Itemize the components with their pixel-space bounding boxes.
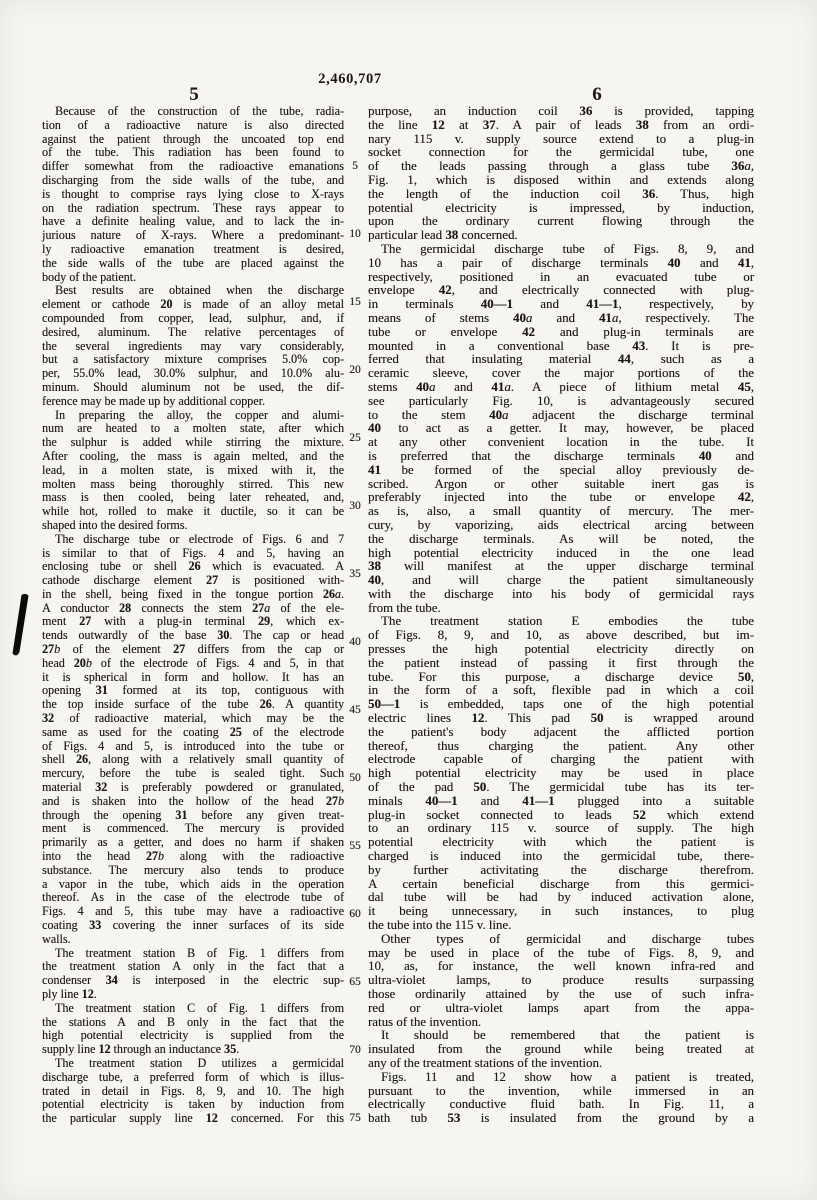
text-line: the stations A and B only in the fact that the <box>42 1014 344 1029</box>
text-line: may be used in place of the tube of Figs. 8, 9, and <box>368 945 754 960</box>
text-line: 40 to act as a getter. It may, however, be placed <box>368 421 754 436</box>
text-line: material 32 is preferably powdered or granulated, <box>42 780 344 795</box>
text-line: trated in detail in Figs. 8, 9, and 10. The high <box>42 1083 344 1098</box>
text-line: the side walls of the tube are placed against the <box>42 255 344 270</box>
text-line: through the opening 31 before any given treat- <box>42 807 344 822</box>
text-line: of the leads passing through a glass tube 36a, <box>368 159 754 174</box>
text-line: ratus of the invention. <box>368 1014 482 1029</box>
text-line: potential electricity is taken by induction from <box>42 1097 344 1112</box>
text-line: condenser 34 is interposed in the electric sup- <box>42 973 344 988</box>
text-line: enclosing tube or shell 26 which is evacuated. A <box>42 559 344 574</box>
text-line: 27b of the element 27 differs from the cap or <box>42 642 344 657</box>
text-line: Best results are obtained when the discharge <box>55 283 344 298</box>
text-line: The treatment station D utilizes a germicidal <box>55 1055 344 1070</box>
text-line: per, 55.0% lead, 30.0% sulphur, and 10.0% alu- <box>42 366 344 381</box>
text-line: After cooling, the mass is again melted, and the <box>42 448 344 463</box>
line-number: 45 <box>349 704 361 717</box>
column-number-right: 6 <box>592 84 602 105</box>
text-line: of Figs. 4 and 5, is introduced into the tube or <box>42 738 344 753</box>
text-line: tube. For this purpose, a discharge device 50, <box>368 669 754 684</box>
line-number: 55 <box>349 840 361 853</box>
text-line: shaped into the desired forms. <box>42 517 188 532</box>
text-line: the length of the induction coil 36. Thus, high <box>368 186 754 201</box>
text-line: stems 40a and 41a. A piece of lithium metal 45, <box>368 379 754 394</box>
text-line: potential electricity is impressed, by induction, <box>368 200 754 215</box>
text-line: potential electricity with which the patient is <box>368 835 754 850</box>
line-number: 5 <box>352 160 358 173</box>
text-line: it is spherical in form and hollow. It has an <box>42 669 344 684</box>
text-line: those ordinarily attained by the use of such infra- <box>368 987 754 1001</box>
column-right-text <box>368 105 754 1126</box>
text-line: particular lead 38 concerned. <box>368 228 518 243</box>
text-line: the several ingredients may vary considerably, <box>42 338 344 353</box>
text-line: element or cathode 20 is made of an alloy metal <box>42 297 344 312</box>
text-line: ment 27 with a plug-in terminal 29, which ex- <box>42 614 344 629</box>
text-line: by further activitating the discharge therefrom. <box>368 862 754 877</box>
text-line: minum. Should aluminum not be used, the dif- <box>42 379 344 394</box>
text-line: tends outwardly of the base 30. The cap or head <box>42 628 344 643</box>
text-line: as is, also, a small quantity of mercury. The mer- <box>368 504 754 519</box>
text-line: jurious nature of X-rays. Where a predominant- <box>42 228 344 243</box>
text-line: it being unnecessary, in such instances, to plug <box>368 904 754 919</box>
text-line: ply line 12. <box>42 987 97 1001</box>
text-line: high potential electricity is supplied from the <box>42 1028 344 1043</box>
text-line: is similar to that of Figs. 4 and 5, having an <box>42 545 344 560</box>
text-line: cury, by vaporizing, aids electrical arcing between <box>368 517 754 532</box>
text-line: scribed. Argon or other suitable inert gas is <box>368 476 754 491</box>
text-line: respectively, positioned in an evacuated tube or <box>368 269 754 284</box>
text-line: The treatment station B of Fig. 1 differs from <box>55 945 344 960</box>
text-line: The treatment station E embodies the tube <box>381 614 754 629</box>
text-line: tion of a radioactive nature is also directed <box>42 117 344 132</box>
text-line: lead, in a molten state, is mixed with it, the <box>42 462 344 477</box>
line-number: 25 <box>349 432 361 445</box>
text-line: Figs. 11 and 12 show how a patient is treated, <box>381 1069 754 1084</box>
text-line: ultra-violet lamps, to produce results surpassing <box>368 973 754 988</box>
text-line: 40, and will charge the patient simultaneously <box>368 573 754 588</box>
text-line: the treatment station A only in the fact that a <box>42 959 344 974</box>
text-line: while hot, rolled to make it ductile, so it can be <box>42 504 344 519</box>
text-line: substance. The mercury also tends to produce <box>42 862 344 877</box>
text-line: head 20b of the electrode of Figs. 4 and 5, in that <box>42 655 345 670</box>
text-line: primarily as a getter, and does no harm if shaken <box>42 835 344 850</box>
text-line: socket connection for the germicidal tube, one <box>368 145 754 160</box>
text-line: Figs. 4 and 5, this tube may have a radioactive <box>42 904 344 919</box>
text-line: 10 has a pair of discharge terminals 40 and 41, <box>368 255 755 270</box>
text-line: is preferred that the discharge terminals 40 and <box>368 448 754 463</box>
text-line: at any other convenient location in the tube. It <box>368 435 754 450</box>
text-line: insulated from the ground while being treated at <box>368 1042 754 1057</box>
line-number: 40 <box>349 636 361 649</box>
text-line: differ somewhat from the radioactive emanations <box>42 159 344 174</box>
text-line: Fig. 1, which is disposed within and extends along <box>368 172 754 187</box>
text-line: against the patient through the uncoated top end <box>42 131 344 146</box>
text-line: The discharge tube or electrode of Figs. 6 and 7 <box>55 531 344 546</box>
text-line: ference may be made up by additional copper. <box>42 393 265 408</box>
text-line: into the head 27b along with the radioactive <box>42 849 344 864</box>
text-line: envelope 42, and electrically connected with plug- <box>368 283 755 298</box>
line-number: 35 <box>349 568 361 581</box>
text-line: walls. <box>42 931 71 946</box>
text-line: is thought to comprise rays lying close to X-rays <box>42 186 344 201</box>
text-line: Because of the construction of the tube, radia- <box>55 104 344 118</box>
text-line: with the discharge into his body of germicidal rays <box>368 586 754 601</box>
text-line: the tube into the 115 v. line. <box>368 918 512 933</box>
text-line: have a definite healing value, and to lack the in- <box>42 214 344 229</box>
text-line: bath tub 53 is insulated from the ground by a <box>368 1111 754 1126</box>
text-line: cathode discharge element 27 is positioned with- <box>42 573 344 588</box>
line-number: 30 <box>349 500 361 513</box>
text-line: electrode capable of charging the patient with <box>368 752 754 767</box>
text-line: of Figs. 8, 9, and 10, as above described, but im- <box>368 628 754 643</box>
text-line: opening 31 formed at its top, contiguous with <box>42 683 344 698</box>
text-line: red or ultra-violet lamps apart from the appa- <box>368 1000 754 1015</box>
text-line: on the radiation spectrum. These rays appear to <box>42 200 344 215</box>
text-line: the top inside surface of the tube 26. A quantity <box>42 697 344 712</box>
text-line: preferably injected into the tube or envelope 42, <box>368 490 754 505</box>
text-line: ferred that insulating material 44, such as a <box>368 352 754 367</box>
text-line: thereof. As in the case of the electrode tube of <box>42 890 344 905</box>
text-line: A conductor 28 connects the stem 27a of the ele- <box>42 600 344 615</box>
text-line: minals 40—1 and 41—1 plugged into a suitable <box>368 793 754 808</box>
line-number: 60 <box>349 908 361 921</box>
text-line: Other types of germicidal and discharge tubes <box>381 931 754 946</box>
text-line: discharge tube, a preferred form of which is illus- <box>42 1069 344 1084</box>
text-line: mounted in a conventional base 43. It is pre- <box>368 338 754 353</box>
text-line: tube or envelope 42 and plug-in terminals are <box>368 324 754 339</box>
text-line: to the stem 40a adjacent the discharge terminal <box>368 407 754 422</box>
text-line: the line 12 at 37. A pair of leads 38 from an ordi- <box>368 117 754 132</box>
column-left-text <box>42 105 344 1126</box>
text-line: same as used for the coating 25 of the electrode <box>42 724 344 739</box>
text-line: the patient instead of passing it first through the <box>368 655 754 670</box>
text-line: presses the high potential electricity directly on <box>368 642 754 657</box>
text-line: desired, aluminum. The relative percentages of <box>42 324 344 339</box>
ink-smudge-mark <box>6 592 34 662</box>
text-line: coating 33 covering the inner surfaces of its side <box>42 918 345 933</box>
text-line: from the tube. <box>368 600 441 615</box>
text-line: a vapor in the tube, which aids in the operation <box>42 876 344 891</box>
column-number-left: 5 <box>189 84 199 105</box>
text-line: 10, as, for instance, the well known infra-red and <box>368 959 754 974</box>
text-line: ment is commenced. The mercury is provided <box>42 821 344 836</box>
text-line: electrically conductive fluid bath. In Fig. 11, a <box>368 1097 754 1112</box>
text-line: A certain beneficial discharge from this germici- <box>368 876 754 891</box>
text-line: molten mass being thoroughly stirred. This new <box>42 476 344 491</box>
text-line: the particular supply line 12 concerned. For this <box>42 1111 344 1126</box>
line-number: 20 <box>349 364 361 377</box>
text-line: pursuant to the invention, while immersed in an <box>368 1083 754 1098</box>
text-line: charged is induced into the germicidal tube, there- <box>368 849 754 864</box>
text-line: ly radioactive emanation treatment is desired, <box>42 241 344 256</box>
line-number: 15 <box>349 296 361 309</box>
text-line: It should be remembered that the patient is <box>381 1028 754 1043</box>
text-line: to an ordinary 115 v. source of supply. The high <box>368 821 754 836</box>
line-number: 75 <box>349 1112 361 1125</box>
text-line: num are heated to a molten state, after which <box>42 421 344 436</box>
text-line: high potential electricity may be used in place <box>368 766 754 781</box>
text-line: supply line 12 through an inductance 35. <box>42 1042 240 1057</box>
text-line: upon the ordinary current flowing through the <box>368 214 754 229</box>
text-line: nary 115 v. supply source extend to a plug-in <box>368 131 754 146</box>
text-line: The germicidal discharge tube of Figs. 8, 9, and <box>381 241 754 256</box>
text-line: body of the patient. <box>42 269 137 284</box>
text-line: the sulphur is added while stirring the mixture. <box>42 435 344 450</box>
text-line: mercury, before the tube is sealed tight. Such <box>42 766 344 781</box>
text-line: compounded from copper, lead, sulphur, and, if <box>42 310 344 325</box>
text-line: but a satisfactory mixture comprises 5.0% cop- <box>42 352 344 367</box>
text-line: the patient's body adjacent the afflicted portion <box>368 724 754 739</box>
text-line: any of the treatment stations of the invention. <box>368 1055 603 1070</box>
line-number: 70 <box>349 1044 361 1057</box>
text-line: in terminals 40—1 and 41—1, respectively, by <box>368 297 754 312</box>
text-line: dal tube will be had by induced activation alone, <box>368 890 754 905</box>
text-line: The treatment station C of Fig. 1 differs from <box>55 1000 344 1015</box>
text-line: In preparing the alloy, the copper and alumi- <box>55 407 344 422</box>
text-line: 32 of radioactive material, which may be the <box>42 711 344 726</box>
text-line: electric lines 12. This pad 50 is wrapped around <box>368 711 754 726</box>
text-line: mass is then cooled, being later reheated, and, <box>42 490 344 505</box>
text-line: of the pad 50. The germicidal tube has its ter- <box>368 780 754 795</box>
text-line: 50—1 is embedded, taps one of the high potential <box>368 697 754 712</box>
line-number: 10 <box>349 228 361 241</box>
text-line: purpose, an induction coil 36 is provided, tapping <box>368 104 754 118</box>
text-line: of the tube. This radiation has been found to <box>42 145 344 160</box>
text-line: in the shell, being fixed in the tongue portion 26a. <box>42 586 344 601</box>
text-line: means of stems 40a and 41a, respectively. The <box>368 310 755 325</box>
line-number: 50 <box>349 772 361 785</box>
text-line: in the form of a soft, flexible pad in which a coil <box>368 683 754 698</box>
text-line: discharging from the side walls of the tube, and <box>42 172 344 187</box>
text-line: and is shaken into the hollow of the head 27b <box>42 793 344 808</box>
text-line: ceramic sleeve, cover the major portions of the <box>368 366 754 381</box>
text-line: 38 will manifest at the upper discharge terminal <box>368 559 754 574</box>
text-line: high potential electricity induced in the one lead <box>368 545 754 560</box>
patent-number: 2,460,707 <box>318 71 382 87</box>
line-number: 65 <box>349 976 361 989</box>
text-line: shell 26, along with a relatively small quantity of <box>42 752 344 767</box>
text-line: see particularly Fig. 10, is advantageously secured <box>368 393 754 408</box>
text-line: plug-in socket connected to leads 52 which extend <box>368 807 755 822</box>
text-line: thereof, thus charging the patient. Any other <box>368 738 754 753</box>
text-line: the discharge terminals. As will be noted, the <box>368 531 754 546</box>
text-line: 41 be formed of the special alloy previously de- <box>368 462 754 477</box>
